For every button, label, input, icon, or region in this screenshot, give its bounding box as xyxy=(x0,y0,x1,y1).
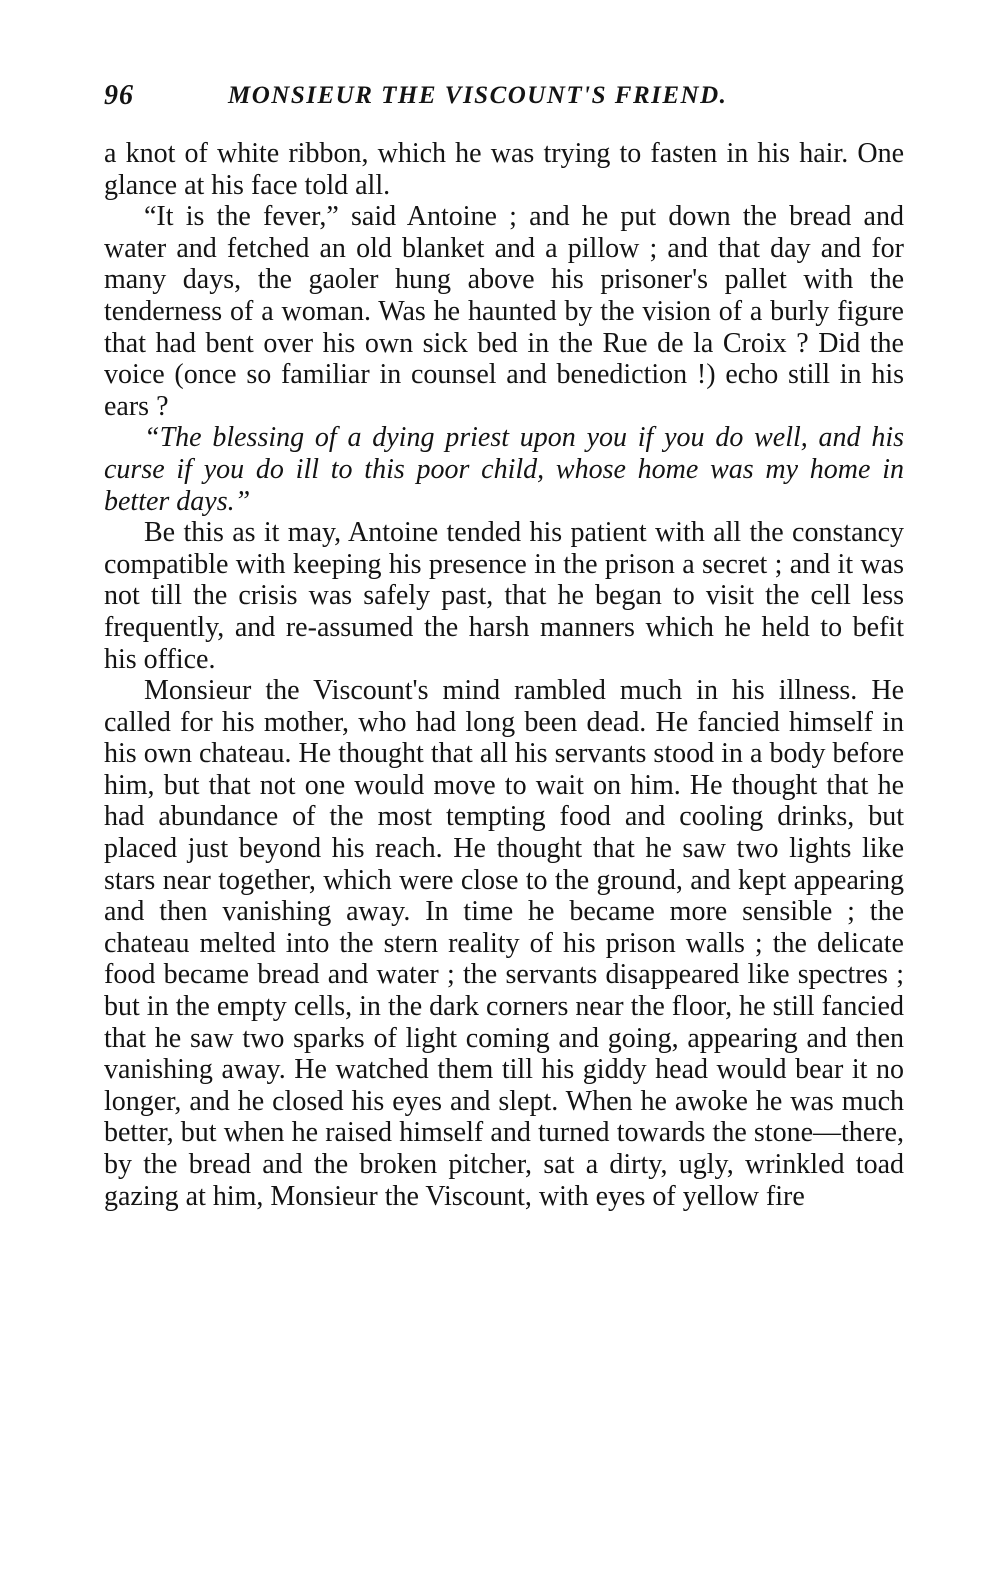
page-number: 96 xyxy=(104,80,134,111)
paragraph-viscount-illness: Monsieur the Viscount's mind rambled much in his illness. He called for his mother, who had long been dead. He fancied himself in his own chateau. He thought that all his servants stood in a body before him, but that not one would move to wait on him. He thought that he had abundance of the most tempting food and cooling drinks, but placed just beyond his reach. He thought that he saw two lights like stars near together, which were close to the ground, and kept appearing and then vanishing away. In time he became more sensible ; the chateau melted into the stern reality of his prison walls ; the delicate food became bread and water ; the servants disappeared like spectres ; but in the empty cells, in the dark corners near the floor, he still fancied that he saw two sparks of light coming and going, appearing and then vanishing away. He watched them till his giddy head would bear it no longer, and he closed his eyes and slept. When he awoke he was much better, but when he raised himself and turned towards the stone—there, by the bread and the broken pitcher, sat a dirty, ugly, wrinkled toad gazing at him, Monsieur the Viscount, with eyes of yellow fire xyxy=(104,675,904,1212)
page-header xyxy=(104,80,904,120)
paragraph-fever: “It is the fever,” said Antoine ; and he put down the bread and water and fetched an old blanket and a pillow ; and that day and for many days, the gaoler hung above his prisoner's pallet with the tenderness of a woman. Was he haunted by the vision of a burly figure that had bent over his own sick bed in the Rue de la Croix ? Did the voice (once so familiar in counsel and benediction !) echo still in his ears ? xyxy=(104,201,904,422)
paragraph-priest-blessing: “The blessing of a dying priest upon you if you do well, and his curse if you do ill to this poor child, whose home was my home in better days.” xyxy=(104,422,904,517)
paragraph-continuation: a knot of white ribbon, which he was trying to fasten in his hair. One glance at his face told all. xyxy=(104,138,904,201)
body-text xyxy=(104,138,904,1212)
paragraph-antoine-tended: Be this as it may, Antoine tended his patient with all the constancy compatible with keeping his presence in the prison a secret ; and it was not till the crisis was safely past, that he began to visit the cell less frequently, and re-assumed the harsh manners which he held to befit his office. xyxy=(104,517,904,675)
running-head: MONSIEUR THE VISCOUNT'S FRIEND. xyxy=(228,82,728,109)
